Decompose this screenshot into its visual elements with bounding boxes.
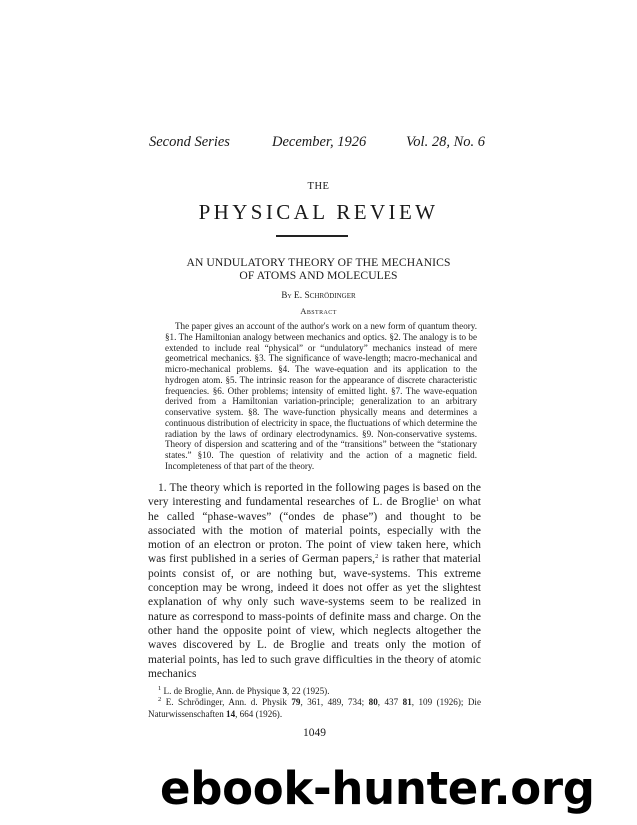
running-header	[149, 134, 485, 150]
watermark-text: ebook-hunter.org	[160, 762, 595, 815]
footnote-volume: 3	[282, 686, 288, 697]
main-text-flow	[148, 481, 481, 740]
footnote-mark: 2	[158, 696, 162, 704]
masthead-the: THE	[307, 181, 330, 192]
footnote-text: , 437	[377, 697, 403, 708]
footnote-volume: 80	[368, 697, 378, 708]
footnote-text: , 664 (1926).	[235, 708, 283, 719]
footnote-1	[148, 686, 481, 697]
article-title	[0, 256, 637, 282]
footnote-ref-1: 1	[435, 496, 440, 504]
footnotes	[148, 686, 481, 720]
footnote-mark: 1	[158, 685, 162, 693]
page-number: 1049	[303, 726, 326, 739]
author-prefix: By	[281, 290, 292, 300]
footnote-ref-2: 2	[375, 553, 379, 561]
footnote-text: E. Schrödinger, Ann. d. Physik	[161, 697, 292, 708]
footnote-2	[148, 697, 481, 719]
footnote-text: , 109 (1926); Die Naturwissenschaften	[148, 697, 481, 719]
footnote-volume: 79	[291, 697, 301, 708]
article-title-line-2: OF ATOMS AND MOLECULES	[239, 269, 398, 282]
author-name: E. Schrödinger	[293, 291, 356, 301]
masthead-rule-divider	[276, 235, 348, 237]
author-byline	[0, 290, 637, 301]
article-title-line-1: AN UNDULATORY THEORY OF THE MECHANICS	[186, 256, 451, 269]
abstract-text: The paper gives an account of the author's work on a new form of quantum theory. §1. The Hamiltonian analogy between mechanics and optics. §2. The analogy is to be extended to include real “physical” or “undulatory” mechanics instead of mere geometrical mechanics. §3. The significance of wave-length; macro-mechanical and micro-mechanical problems. §4. The wave-equation and its application to the hydrogen atom. §5. The intrinsic reason for the appearance of discrete characteristic frequencies. §6. Other problems; intensity of emitted light. §7. The wave-equation derived from a Hamiltonian variation-principle; generalization to an arbitrary conservative system. §8. The wave-function physically means and determines a continuous distribution of electricity in space, the fluctuations of which determine the radiation by the laws of ordinary electrodynamics. §9. Non-conservative systems. Theory of dispersion and scattering and of the “transitions” between the “stationary states.” §10. The question of relativity and the action of a magnetic field. Incompleteness of that part of the theory.	[165, 321, 477, 471]
series-label: Second Series	[149, 134, 230, 150]
body-text-part-3: is rather that material points consist of, or are nothing but, wave-systems. This extreme conception may be wrong, indeed it does not offer as yet the slightest explanation of why only such wave-systems seem to be realized in nature as correspond to mass-points of definite mass and charge. On the other hand the opposite point of view, which neglects altogether the waves discovered by L. de Broglie and treats only the motion of material points, has led to such grave difficulties in the theory of atomic mechanics	[148, 553, 481, 680]
issue-date: December, 1926	[272, 134, 367, 150]
footnote-volume: 14	[226, 708, 236, 719]
body-paragraph	[148, 481, 481, 681]
volume-number: Vol. 28, No. 6	[406, 134, 485, 150]
footnote-text: , 361, 489, 734;	[300, 697, 369, 708]
footnote-volume: 81	[402, 697, 412, 708]
body-text-part-2: on what he called “phase-waves” (“ondes de phase”) and thought to be associated with the motion of material points, especially with the motion of an electron or proton. The point of view taken here, which was first published in a series of German papers,	[148, 496, 481, 566]
body-text-part-1: 1. The theory which is reported in the following pages is based on the very interesting and fundamental researches of L. de Broglie	[148, 482, 481, 509]
footnote-text: L. de Broglie, Ann. de Physique	[161, 686, 283, 697]
footnote-text: , 22 (1925).	[287, 686, 330, 697]
journal-title: PHYSICAL REVIEW	[198, 200, 439, 224]
abstract-heading: Abstract	[300, 306, 337, 316]
